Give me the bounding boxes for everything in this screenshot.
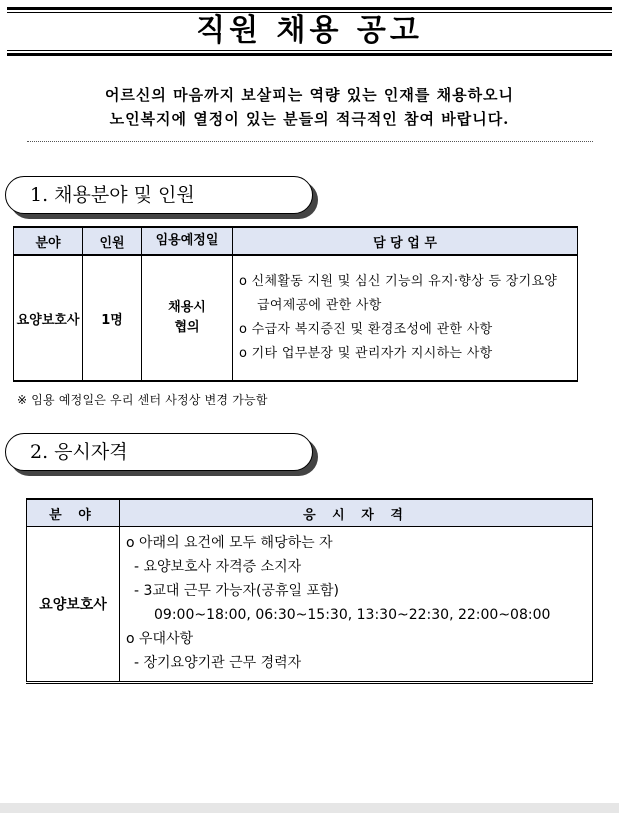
page-bottom-strip: [0, 803, 619, 813]
header-field: 분 야: [27, 499, 120, 527]
recruitment-table: [13, 226, 578, 382]
header-duties: 담 당 업 무: [233, 227, 578, 255]
header-date: 임용예정일: [142, 227, 233, 255]
cell-date: [142, 255, 233, 381]
table-header-row: [27, 499, 593, 527]
duty-item: o 수급자 복지증진 및 환경조성에 관한 사항: [239, 322, 493, 337]
qualification-item: - 3교대 근무 가능자(공휴일 포함): [134, 583, 339, 599]
header-count: 인원: [83, 227, 142, 255]
page-title: 직원 채용 공고: [196, 13, 423, 48]
header-field: 분야: [14, 227, 83, 255]
schedule-note: ※ 임용 예정일은 우리 센터 사정상 변경 가능함: [17, 393, 268, 407]
cell-duties: [233, 255, 578, 381]
section-2-heading: 2. 응시자격: [5, 433, 313, 471]
table-row: [14, 255, 578, 381]
cell-field: 요양보호사: [27, 527, 120, 683]
intro-line-1: 어르신의 마음까지 보살피는 역량 있는 인재를 채용하오니: [104, 86, 515, 104]
cell-field: 요양보호사: [14, 255, 83, 381]
duty-item: o 신체활동 지원 및 심신 기능의 유지·향상 등 장기요양 급여제공에 관한 사항: [239, 274, 558, 313]
section-1-heading: 1. 채용분야 및 인원: [5, 176, 313, 214]
qualification-item: - 장기요양기관 근무 경력자: [134, 655, 302, 671]
duty-item: o 기타 업무분장 및 관리자가 지시하는 사항: [239, 346, 493, 361]
qualification-item: o 우대사항: [126, 631, 194, 647]
table-row: [27, 527, 593, 683]
qualification-item: o 아래의 요건에 모두 해당하는 자: [126, 535, 333, 551]
title-rule-bottom-thin: [7, 50, 612, 51]
title-rule-bottom: [7, 53, 612, 56]
intro-line-2: 노인복지에 열정이 있는 분들의 적극적인 참여 바랍니다.: [109, 110, 510, 128]
date-line-2: 협의: [174, 320, 200, 335]
qualification-table: [26, 498, 593, 684]
table-header-row: [14, 227, 578, 255]
header-qualification: 응 시 자 격: [120, 499, 593, 527]
date-line-1: 채용시: [168, 300, 206, 315]
cell-qualifications: [120, 527, 593, 683]
title-rule-top: [7, 7, 612, 10]
cell-count: 1명: [83, 255, 142, 381]
qualification-item: 09:00~18:00, 06:30~15:30, 13:30~22:30, 22:00~08:00: [154, 607, 551, 623]
intro-divider: [27, 141, 593, 142]
qualification-item: - 요양보호사 자격증 소지자: [134, 559, 302, 575]
